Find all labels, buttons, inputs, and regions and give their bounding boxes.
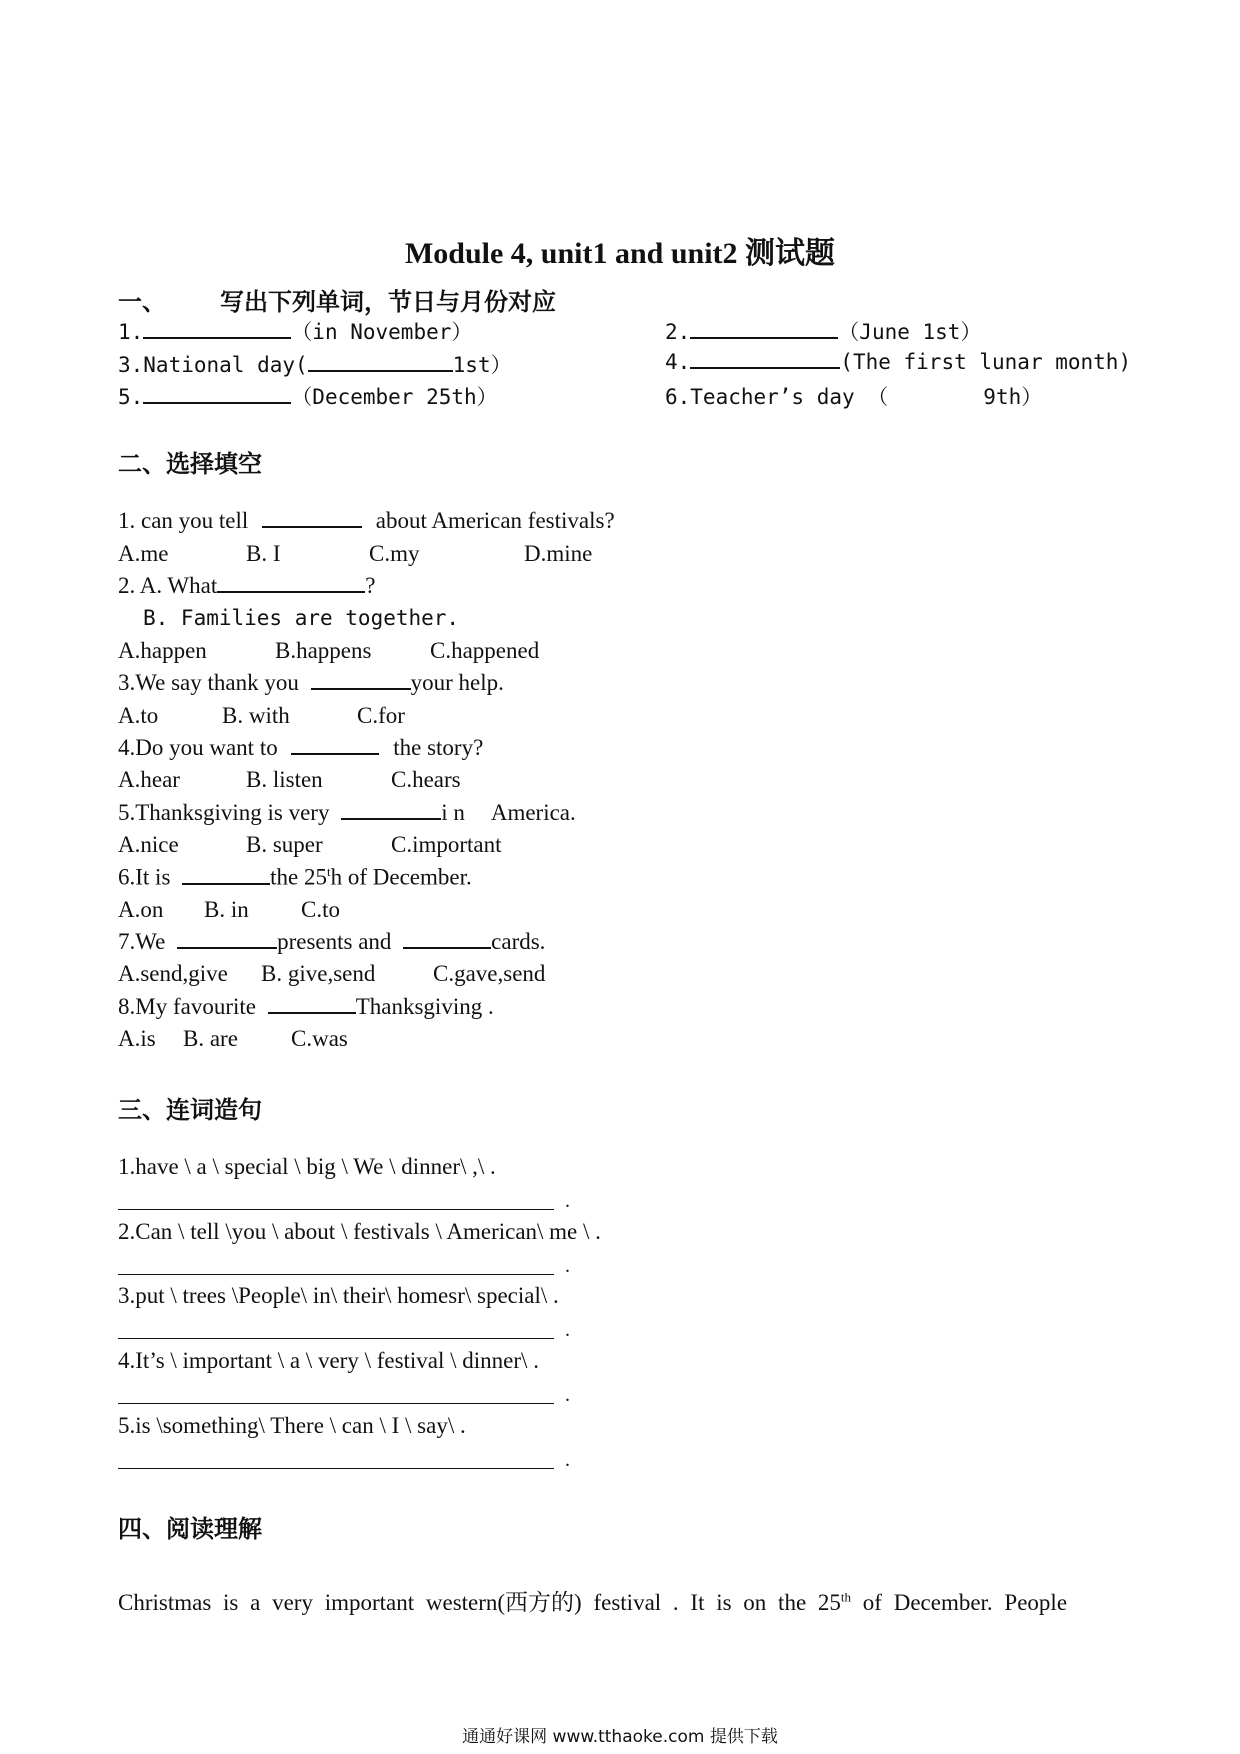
question-8: 8.My favourite Thanksgiving . [118, 994, 494, 1019]
answer-end-dot: . [565, 1319, 570, 1341]
answer-end-dot: . [565, 1255, 570, 1277]
fill-blank[interactable] [143, 319, 291, 339]
fill-blank[interactable] [690, 349, 840, 369]
section1-heading [118, 282, 556, 317]
section1-heading-text: 写出下列单词，节日与月份对应 [220, 288, 556, 316]
section4-heading: 四、阅读理解 [118, 1515, 262, 1543]
question-7: 7.We presents and cards. [118, 929, 546, 954]
fill-blank[interactable] [217, 573, 365, 593]
section1-item-6: 6.Teacher’s day （ 9th） [665, 385, 1043, 409]
fill-blank[interactable] [291, 735, 379, 755]
fill-blank[interactable] [690, 319, 838, 339]
answer-line-3[interactable] [118, 1338, 554, 1339]
options-q1: A.me B. I C.my D.mine [118, 541, 593, 566]
section1-item-1: 1. （in November） [118, 320, 473, 344]
question-1: 1. can you tell about American festivals? [118, 508, 615, 533]
fill-blank[interactable] [341, 800, 441, 820]
question-4: 4.Do you want to the story? [118, 735, 484, 760]
answer-line-4[interactable] [118, 1403, 554, 1404]
sentence-prompt-1: 1.have \ a \ special \ big \ We \ dinner\ ,\ . [118, 1154, 496, 1179]
question-2-answer: B. Families are together. [143, 606, 460, 630]
question-5: 5.Thanksgiving is very i n America. [118, 800, 576, 825]
answer-line-1[interactable] [118, 1209, 554, 1210]
question-3: 3.We say thank you your help. [118, 670, 504, 695]
sentence-prompt-2: 2.Can \ tell \you \ about \ festivals \ American\ me \ . [118, 1219, 601, 1244]
options-q5: A.nice B. super C.important [118, 832, 502, 857]
section1-item-4: 4. (The first lunar month) [665, 350, 1132, 374]
fill-blank[interactable] [308, 352, 453, 372]
fill-blank[interactable] [262, 508, 362, 528]
answer-end-dot: . [565, 1449, 570, 1471]
page-title: Module 4, unit1 and unit2 测试题 [404, 237, 836, 270]
section1-item-2: 2. （June 1st） [665, 320, 982, 344]
sentence-prompt-4: 4.It’s \ important \ a \ very \ festival \ dinner\ . [118, 1348, 539, 1373]
reading-paragraph: Christmas is a very important western(西方的) festival . It is on the 25th of December. People [118, 1589, 1068, 1615]
fill-blank[interactable] [403, 929, 491, 949]
fill-blank[interactable] [268, 994, 356, 1014]
question-6: 6.It is the 25$^t$h of December. [118, 864, 472, 890]
fill-blank[interactable] [177, 929, 277, 949]
fill-blank[interactable] [143, 384, 291, 404]
answer-line-2[interactable] [118, 1274, 554, 1275]
section2-heading: 二、选择填空 [118, 450, 262, 478]
sentence-prompt-3: 3.put \ trees \People\ in\ their\ homesr\ special\ . [118, 1283, 559, 1308]
answer-end-dot: . [565, 1190, 570, 1212]
section1-heading-number: 一、 [118, 288, 166, 316]
section3-heading: 三、连词造句 [118, 1096, 262, 1124]
options-q8: A.is B. are C.was [118, 1026, 348, 1051]
options-q2: A.happen B.happens C.happened [118, 638, 540, 663]
fill-blank[interactable] [182, 865, 270, 885]
options-q4: A.hear B. listen C.hears [118, 767, 461, 792]
answer-end-dot: . [565, 1384, 570, 1406]
options-q6: A.on B. in C.to [118, 897, 340, 922]
page-footer: 通通好课网 www.tthaoke.com 提供下载 [462, 1727, 778, 1747]
options-q7: A.send,give B. give,send C.gave,send [118, 961, 546, 986]
answer-line-5[interactable] [118, 1468, 554, 1469]
question-2: 2. A. What ? [118, 573, 376, 598]
section1-item-5: 5. （December 25th） [118, 385, 498, 409]
sentence-prompt-5: 5.is \something\ There \ can \ I \ say\ . [118, 1413, 466, 1438]
section1-item-3: 3.National day( 1st） [118, 353, 512, 377]
options-q3: A.to B. with C.for [118, 703, 405, 728]
fill-blank[interactable] [311, 670, 411, 690]
